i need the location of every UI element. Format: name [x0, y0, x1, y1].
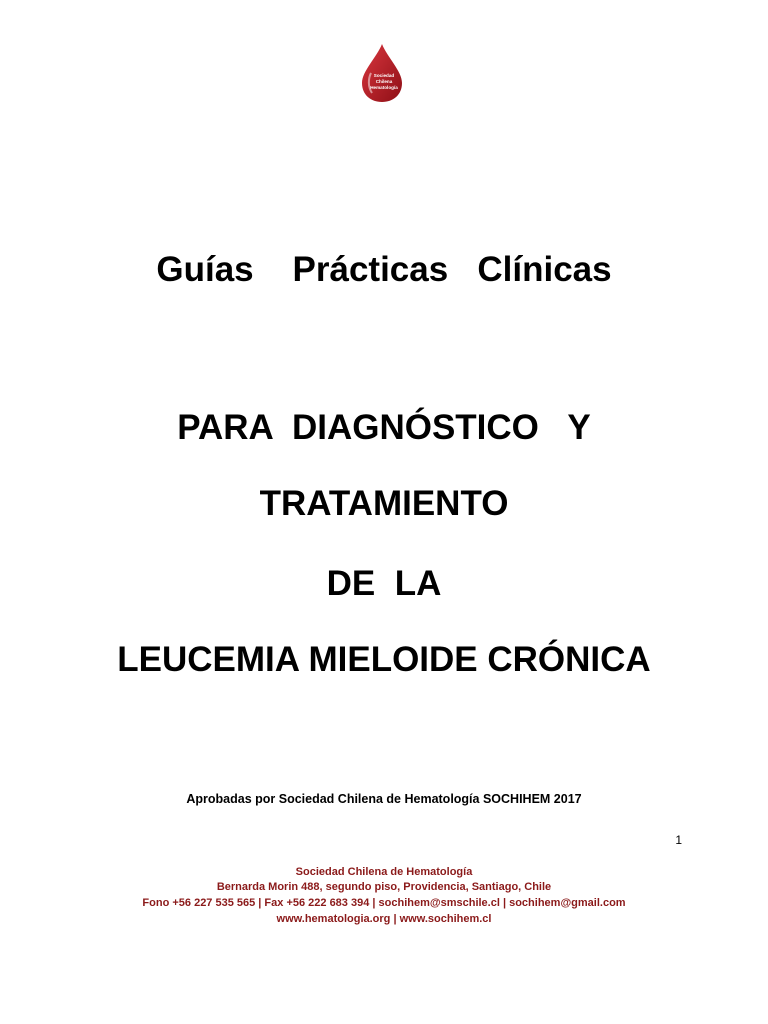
title-tratamiento: TRATAMIENTO	[259, 484, 509, 523]
logo-text-1: Sociedad	[373, 73, 395, 78]
title-de-la: DE LA	[326, 564, 442, 603]
footer-org-name: Sociedad Chilena de Hematología	[295, 866, 473, 878]
title-diagnostico: PARA DIAGNÓSTICO Y	[177, 408, 591, 447]
footer-address: Bernarda Morin 488, segundo piso, Providencia, Santiago, Chile	[216, 881, 552, 893]
blood-drop-logo	[359, 43, 405, 103]
footer-contact: Fono +56 227 535 565 | Fax +56 222 683 394 | sochihem@smschile.cl | sochihem@gmail.com	[142, 897, 626, 909]
page-number: 1	[675, 833, 682, 847]
title-guias: Guías Prácticas Clínicas	[156, 250, 612, 289]
approval-note: Aprobadas por Sociedad Chilena de Hematología SOCHIHEM 2017	[186, 792, 582, 806]
footer-websites: www.hematologia.org | www.sochihem.cl	[276, 913, 492, 925]
logo-text-3: Hematología	[370, 85, 398, 90]
title-leucemia: LEUCEMIA MIELOIDE CRÓNICA	[117, 640, 651, 679]
logo-text-2: Chilena	[375, 79, 393, 84]
